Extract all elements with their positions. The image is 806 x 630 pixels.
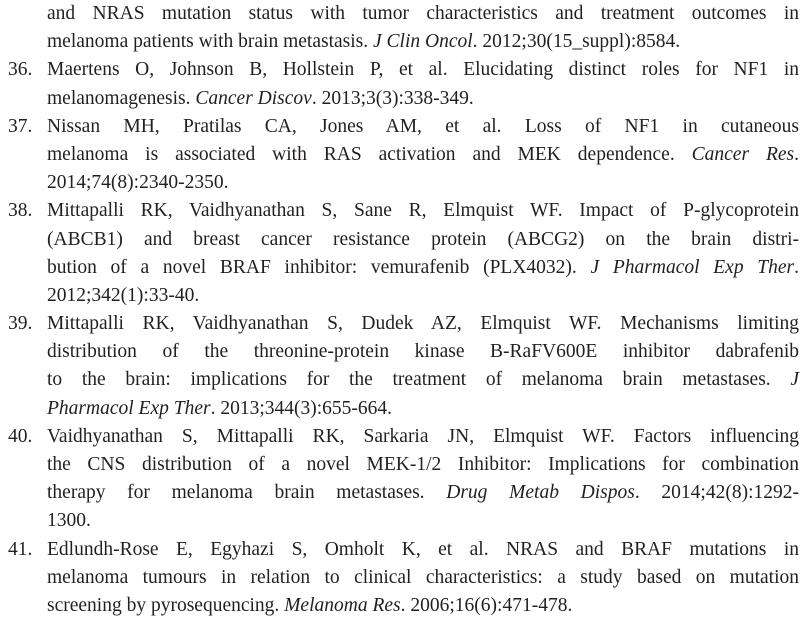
reference-item: [0, 310, 806, 423]
reference-segment: therapy for melanoma brain metastases.: [47, 482, 447, 504]
reference-text: 2012;342(1):33-40.: [47, 284, 200, 306]
reference-text: [47, 85, 799, 113]
reference-segment: screening by pyrosequencing.: [47, 594, 285, 616]
reference-line: [0, 254, 806, 282]
reference-text: melanoma tumours in relation to clinical characteristics: a study based on mutation: [47, 566, 799, 588]
reference-item: [0, 0, 806, 56]
reference-number: 39.: [8, 313, 33, 335]
journal-title: J: [790, 369, 799, 391]
journal-title: Cancer Res: [691, 143, 795, 165]
journal-title: J Pharmacol Exp Ther: [590, 256, 795, 278]
reference-text: 1300.: [47, 510, 91, 532]
reference-number: 36.: [8, 59, 33, 81]
reference-text: [47, 592, 799, 620]
reference-segment: . 2013;3(3):338-349.: [311, 87, 474, 109]
reference-text: and NRAS mutation status with tumor characteristics and treatment outcomes in: [47, 3, 799, 24]
reference-line: [0, 395, 806, 423]
reference-segment: bution of a novel BRAF inhibitor: vemurafenib (PLX4032).: [47, 256, 591, 278]
reference-item: [0, 423, 806, 536]
reference-item: [0, 56, 806, 112]
reference-line: [0, 423, 806, 451]
reference-text: (ABCB1) and breast cancer resistance protein (ABCG2) on the brain distri-: [47, 228, 799, 250]
reference-number: 37.: [8, 115, 33, 137]
reference-line: [0, 536, 806, 564]
journal-title: Drug Metab Dispos: [446, 482, 635, 504]
reference-line: [0, 592, 806, 620]
reference-item: [0, 536, 806, 621]
reference-text: [47, 479, 799, 507]
journal-title: Melanoma Res: [284, 594, 401, 616]
reference-text: [47, 395, 799, 423]
reference-item: [0, 197, 806, 310]
reference-line: [0, 113, 806, 141]
reference-line: [0, 310, 806, 338]
reference-line: [0, 85, 806, 113]
reference-item: [0, 113, 806, 198]
reference-segment: melanomagenesis.: [47, 87, 196, 109]
reference-line: [0, 366, 806, 394]
reference-text: [47, 254, 799, 282]
reference-line: [0, 451, 806, 479]
reference-line: [0, 507, 806, 535]
journal-title: Cancer Discov: [195, 87, 312, 109]
reference-line: [0, 197, 806, 225]
reference-text: [47, 141, 799, 169]
reference-line: [0, 0, 806, 28]
reference-text: the CNS distribution of a novel MEK-1/2 Inhibitor: Implications for combination: [47, 454, 799, 475]
reference-segment: . 2013;344(3):655-664.: [210, 397, 393, 419]
reference-segment: . 2014;42(8):1292-: [634, 482, 799, 504]
reference-text: Edlundh-Rose E, Egyhazi S, Omholt K, et al. NRAS and BRAF mutations in: [47, 538, 799, 560]
reference-line: [0, 479, 806, 507]
journal-title: J Clin Oncol: [373, 31, 473, 53]
journal-title: Pharmacol Exp Ther: [47, 397, 211, 419]
reference-text: distribution of the threonine-protein kinase B-RaFV600E inhibitor dabrafenib: [47, 341, 799, 363]
reference-number: 41.: [8, 538, 33, 560]
reference-line: [0, 226, 806, 254]
reference-text: Mittapalli RK, Vaidhyanathan S, Dudek AZ, Elmquist WF. Mechanisms limiting: [47, 313, 799, 335]
reference-line: [0, 564, 806, 592]
reference-segment: . 2012;30(15_suppl):8584.: [472, 31, 681, 53]
reference-segment: to the brain: implications for the treatment of melanoma brain metastases.: [47, 369, 791, 391]
reference-line: [0, 141, 806, 169]
reference-line: [0, 338, 806, 366]
reference-segment: .: [794, 143, 800, 165]
reference-number: 38.: [8, 200, 33, 222]
reference-text: Vaidhyanathan S, Mittapalli RK, Sarkaria JN, Elmquist WF. Factors influencing: [47, 425, 799, 447]
reference-number: 40.: [8, 425, 33, 447]
reference-line: [0, 169, 806, 197]
reference-line: [0, 28, 806, 56]
reference-segment: melanoma is associated with RAS activation and MEK dependence.: [47, 143, 692, 165]
reference-segment: .: [794, 256, 799, 278]
reference-line: [0, 282, 806, 310]
reference-segment: melanoma patients with brain metastasis.: [47, 31, 374, 53]
reference-text: Mittapalli RK, Vaidhyanathan S, Sane R, Elmquist WF. Impact of P-glycoprotein: [47, 200, 799, 222]
reference-text: 2014;74(8):2340-2350.: [47, 172, 229, 194]
reference-segment: . 2006;16(6):471-478.: [400, 594, 573, 616]
reference-line: [0, 56, 806, 84]
reference-text: Maertens O, Johnson B, Hollstein P, et al. Elucidating distinct roles for NF1 in: [47, 59, 799, 81]
reference-text: [47, 366, 799, 394]
reference-text: Nissan MH, Pratilas CA, Jones AM, et al. Loss of NF1 in cutaneous: [47, 115, 799, 137]
reference-text: [47, 28, 799, 56]
